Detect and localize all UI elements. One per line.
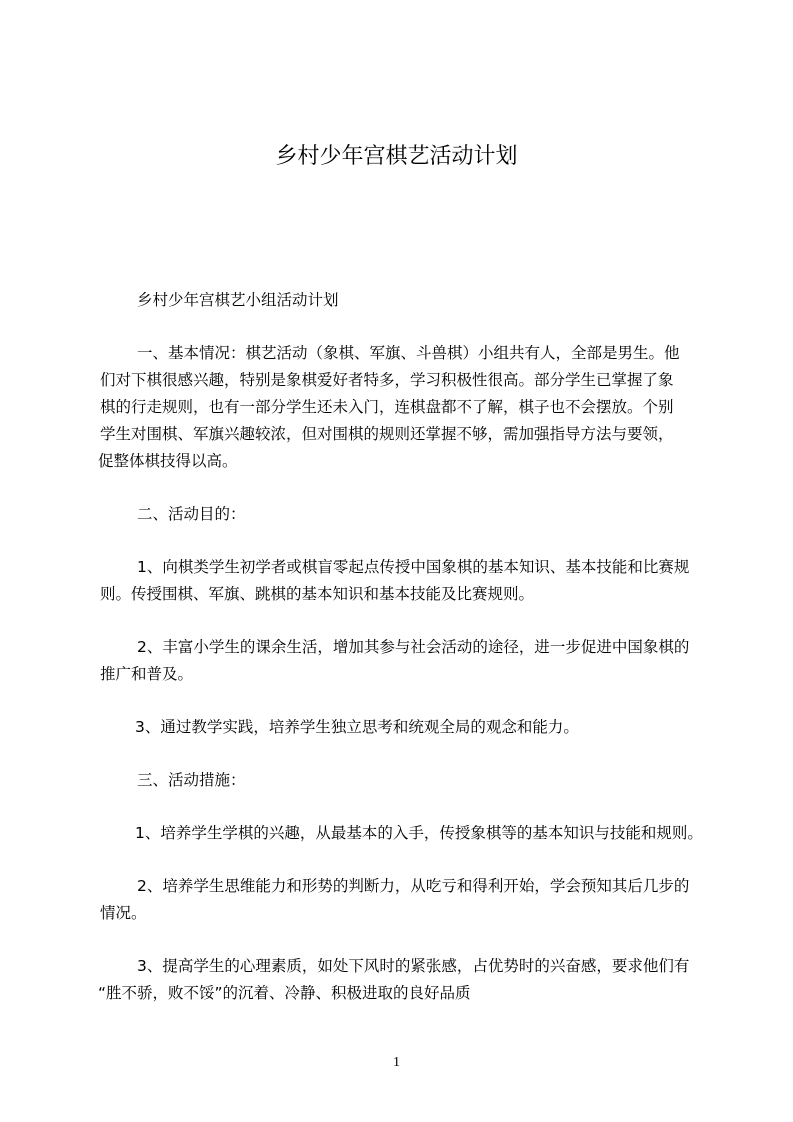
section-heading-goals: 二、活动目的： xyxy=(137,505,246,523)
paragraph-line: 1、向棋类学生初学者或棋盲零起点传授中国象棋的基本知识、基本技能和比赛规 xyxy=(137,558,690,576)
paragraph-line: 3、通过教学实践，培养学生独立思考和统观全局的观念和能力。 xyxy=(135,718,579,736)
paragraph-line: 促整体棋技得以高。 xyxy=(98,452,238,470)
paragraph-line: 2、培养学生思维能力和形势的判断力，从吃亏和得利开始，学会预知其后几步的 xyxy=(137,877,690,895)
paragraph-line: 棋的行走规则，也有一部分学生还未入门，连棋盘都不了解，棋子也不会摆放。个别 xyxy=(100,398,674,416)
paragraph-line: 一、基本情况：棋艺活动（象棋、军旗、斗兽棋）小组共有人，全部是男生。他 xyxy=(137,344,680,362)
paragraph-line: 3、提高学生的心理素质，如处下风时的紧张感，占优势时的兴奋感，要求他们有 xyxy=(137,957,690,975)
paragraph-line: “胜不骄，败不馁”的沉着、冷静、积极进取的良好品质 xyxy=(98,984,471,1002)
document-title: 乡村少年宫棋艺活动计划 xyxy=(275,144,518,169)
paragraph-line: 推广和普及。 xyxy=(100,665,194,683)
section-heading-measures: 三、活动措施： xyxy=(137,771,246,789)
paragraph-line: 则。传授围棋、军旗、跳棋的基本知识和基本技能及比赛规则。 xyxy=(100,585,535,603)
paragraph-line: 2、丰富小学生的课余生活，增加其参与社会活动的途径，进一步促进中国象棋的 xyxy=(137,638,690,656)
paragraph-line: 情况。 xyxy=(100,904,147,922)
paragraph-line: 学生对围棋、军旗兴趣较浓，但对围棋的规则还掌握不够，需加强指导方法与要领， xyxy=(100,425,674,443)
page-number: 1 xyxy=(393,1055,400,1070)
paragraph-line: 1、培养学生学棋的兴趣，从最基本的入手，传授象棋等的基本知识与技能和规则。 xyxy=(135,824,703,842)
paragraph-line: 们对下棋很感兴趣，特别是象棋爱好者特多，学习积极性很高。部分学生已掌握了象 xyxy=(100,371,674,389)
document-subtitle: 乡村少年宫棋艺小组活动计划 xyxy=(137,291,339,309)
